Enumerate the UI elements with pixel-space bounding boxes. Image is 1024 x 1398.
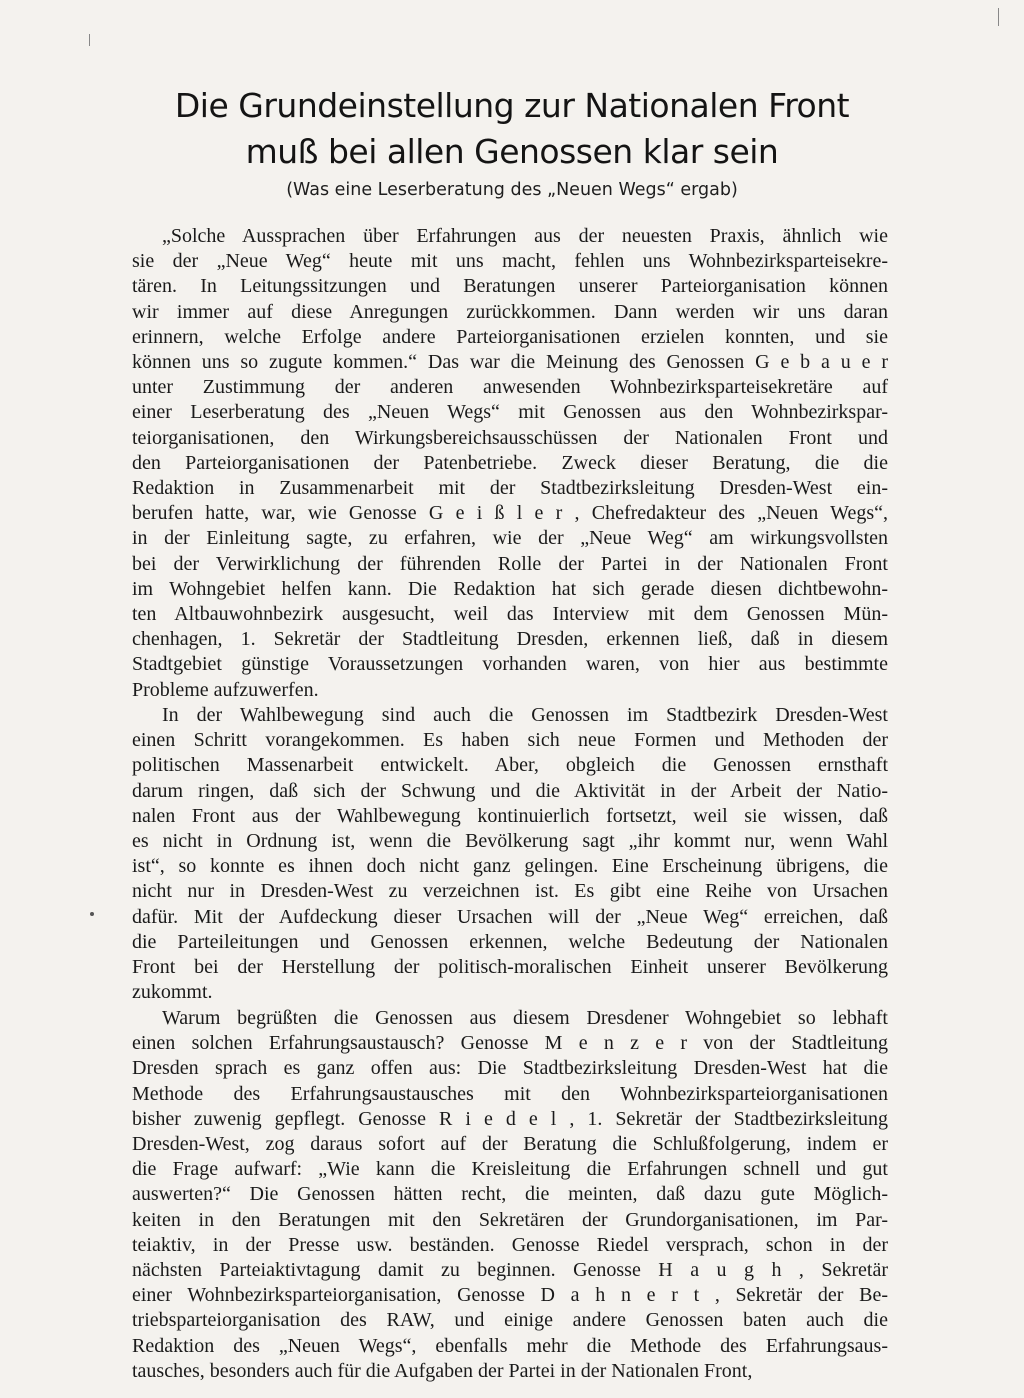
text-line: nalen Front aus der Wahlbewegung kontinuierlich fortsetzt, weil sie wissen, daß [132,804,888,827]
text-line: einen Schritt vorangekommen. Es haben sich neue Formen und Methoden der [132,729,888,752]
text-line: es nicht in Ordnung ist, wenn die Bevölkerung sagt „ihr kommt nur, wenn Wahl [132,830,888,853]
article-body [132,224,888,1384]
text-line: dafür. Mit der Aufdeckung dieser Ursachen will der „Neue Weg“ erreichen, daß [132,905,888,928]
margin-mark [998,8,999,26]
text-line: Dresden-West, zog daraus sofort auf der Beratung die Schlußfolgerung, indem er [132,1133,888,1156]
text-line: ten Altbauwohnbezirk ausgesucht, weil das Interview mit dem Genossen Mün- [132,603,888,626]
text-line: ist“, so konnte es ihnen doch nicht ganz gelingen. Eine Erscheinung übrigens, die [132,855,888,878]
text-line: teiorganisationen, den Wirkungsbereichsausschüssen der Nationalen Front und [132,426,888,449]
paragraph-2 [132,703,888,1006]
text-line: können uns so zugute kommen.“ Das war die Meinung des Genossen G e b a u e r [132,351,888,374]
text-line: im Wohngebiet helfen kann. Die Redaktion hat sich gerade diesen dichtbewohn- [132,577,888,600]
text-line: Front bei der Herstellung der politisch-moralischen Einheit unserer Bevölkerung [132,956,888,979]
text-line: wir immer auf diese Anregungen zurückkommen. Dann werden wir uns daran [132,300,888,323]
text-line: erinnern, welche Erfolge andere Parteiorganisationen erzielen konnten, und sie [132,325,888,348]
text-line: tären. In Leitungssitzungen und Beratungen unserer Parteiorganisation können [132,275,888,298]
text-line: sie der „Neue Weg“ heute mit uns macht, fehlen uns Wohnbezirksparteisekre- [132,250,888,273]
text-line: keiten in den Beratungen mit den Sekretären der Grundorganisationen, im Par- [132,1208,888,1231]
text-line: Redaktion in Zusammenarbeit mit der Stadtbezirksleitung Dresden-West ein- [132,477,888,500]
text-line: „Solche Aussprachen über Erfahrungen aus der neuesten Praxis, ähnlich wie [162,225,888,247]
article-title-line-1: Die Grundeinstellung zur Nationalen Front [174,86,850,125]
text-line: nicht nur in Dresden-West zu verzeichnen ist. Es gibt eine Reihe von Ursachen [132,880,888,903]
text-line: unter Zustimmung der anderen anwesenden Wohnbezirksparteisekretäre auf [132,376,888,399]
text-line: den Parteiorganisationen der Patenbetriebe. Zweck dieser Beratung, die die [132,451,888,474]
article-subtitle: (Was eine Leserberatung des „Neuen Wegs“ ergab) [286,180,738,200]
text-line: Redaktion des „Neuen Wegs“, ebenfalls mehr die Methode des Erfahrungsaus- [132,1334,888,1357]
text-line: Probleme aufzuwerfen. [132,678,319,701]
text-line: teiaktiv, in der Presse usw. beständen. Genosse Riedel versprach, schon in der [132,1233,888,1256]
margin-dot [90,912,94,916]
text-line: tausches, besonders auch für die Aufgaben der Partei in der Nationalen Front, [132,1359,753,1382]
paragraph-1 [132,224,888,703]
text-line: Warum begrüßten die Genossen aus diesem Dresdener Wohngebiet so lebhaft [162,1007,888,1029]
text-line: chenhagen, 1. Sekretär der Stadtleitung Dresden, erkennen ließ, daß in diesem [132,628,888,651]
text-line: die Frage aufwarf: „Wie kann die Kreisleitung die Erfahrungen schnell und gut [132,1158,888,1181]
text-line: Methode des Erfahrungsaustausches mit den Wohnbezirksparteiorganisationen [132,1082,888,1105]
text-line: In der Wahlbewegung sind auch die Genossen im Stadtbezirk Dresden-West [162,704,888,726]
article-title-line-2: muß bei allen Genossen klar sein [245,132,779,171]
text-line: bisher zuwenig gepflegt. Genosse R i e d e l , 1. Sekretär der Stadtbezirksleitung [132,1107,888,1130]
text-line: in der Einleitung sagte, zu erfahren, wie der „Neue Weg“ am wirkungsvollsten [132,527,888,550]
text-line: einer Wohnbezirksparteiorganisation, Genosse D a h n e r t , Sekretär der Be- [132,1284,888,1307]
text-line: darum ringen, daß sich der Schwung und die Aktivität in der Arbeit der Natio- [132,779,888,802]
text-line: Dresden sprach es ganz offen aus: Die Stadtbezirksleitung Dresden-West hat die [132,1057,888,1080]
text-line: berufen hatte, war, wie Genosse G e i ß l e r , Chefredakteur des „Neuen Wegs“, [132,502,888,525]
text-line: nächsten Parteiaktivtagung damit zu beginnen. Genosse H a u g h , Sekretär [132,1259,888,1282]
text-line: einen solchen Erfahrungsaustausch? Genosse M e n z e r von der Stadtleitung [132,1032,888,1055]
text-line: zukommt. [132,981,213,1004]
text-line: bei der Verwirklichung der führenden Rolle der Partei in der Nationalen Front [132,552,888,575]
paragraph-3 [132,1006,888,1384]
text-line: die Parteileitungen und Genossen erkennen, welche Bedeutung der Nationalen [132,930,888,953]
margin-mark [89,34,90,46]
text-line: auswerten?“ Die Genossen hätten recht, die meinten, daß dazu gute Möglich- [132,1183,888,1206]
text-line: politischen Massenarbeit entwickelt. Aber, obgleich die Genossen ernsthaft [132,754,888,777]
text-line: Stadtgebiet günstige Voraussetzungen vorhanden waren, von hier aus bestimmte [132,653,888,676]
text-line: triebsparteiorganisation des RAW, und einige andere Genossen baten auch die [132,1309,888,1332]
text-line: einer Leserberatung des „Neuen Wegs“ mit Genossen aus den Wohnbezirkspar- [132,401,888,424]
